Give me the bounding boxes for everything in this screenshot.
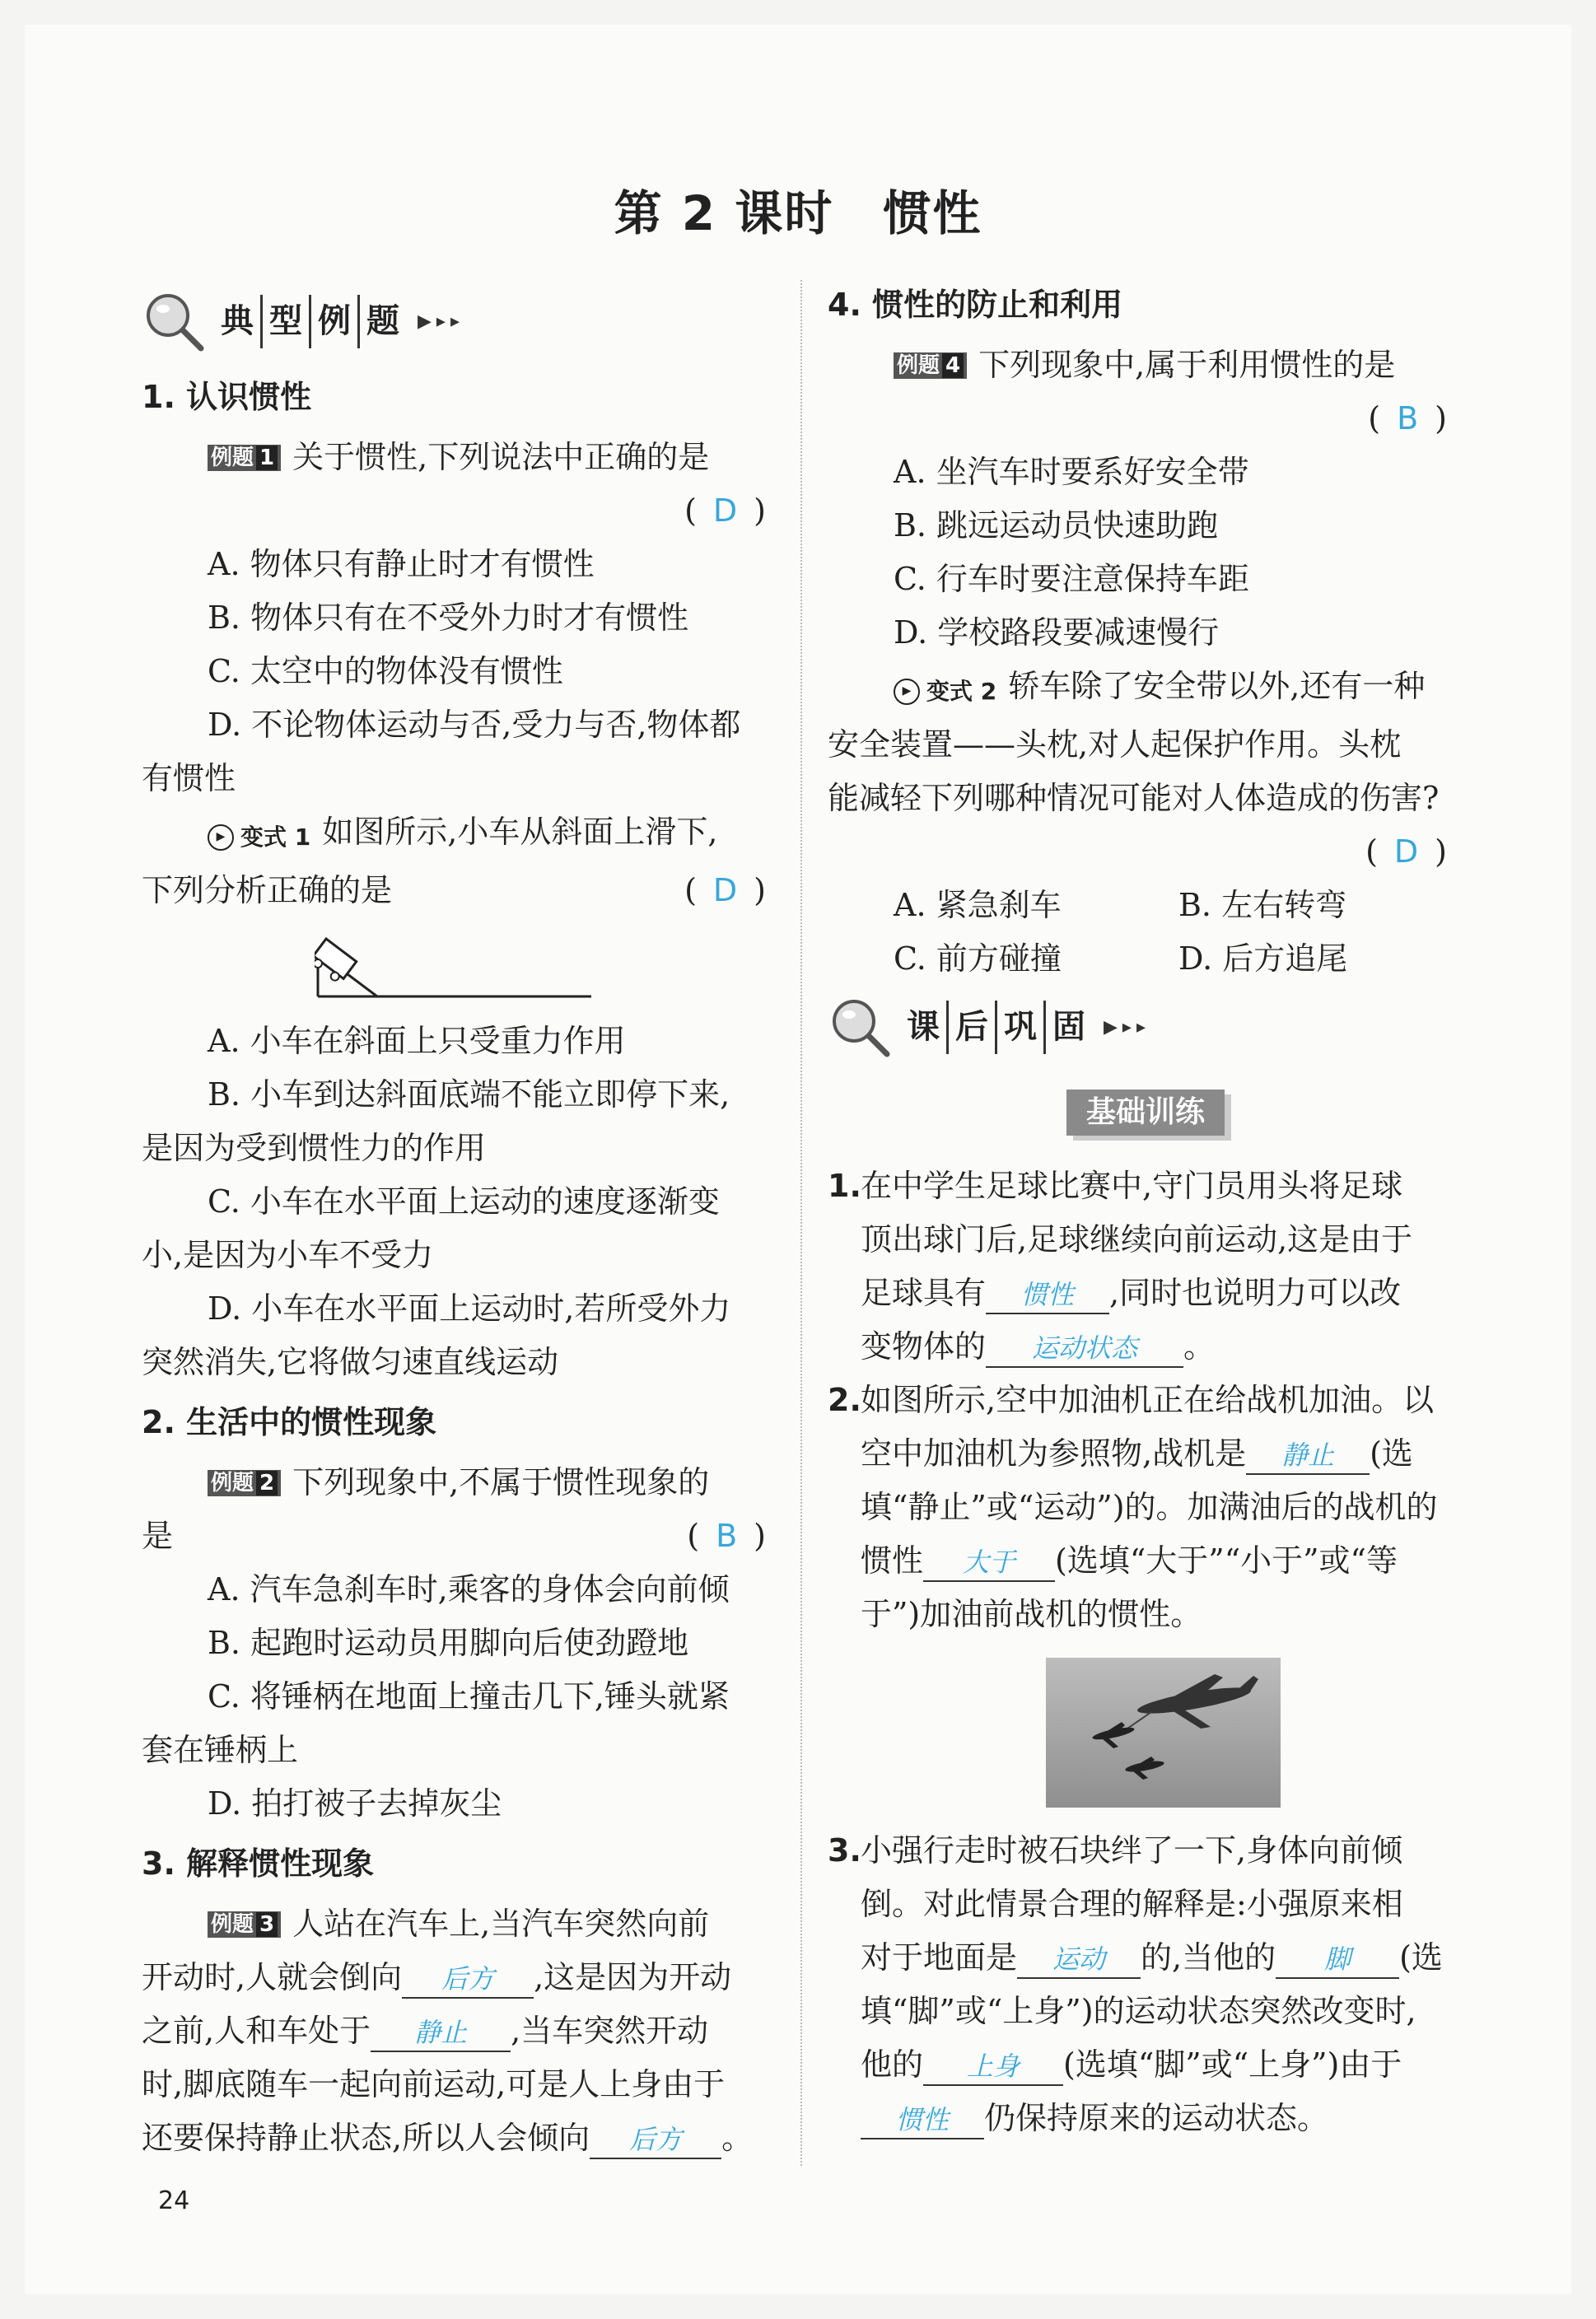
section-char: 典: [214, 295, 263, 348]
example-1-stem: 例题 1 关于惯性,下列说法中正确的是: [142, 431, 782, 484]
section-header-review: [828, 986, 1463, 1068]
variant-tag: ▶ 变式 1: [208, 810, 310, 864]
example-tag: 例题 1: [208, 445, 281, 471]
answer-bracket: (D ): [1365, 833, 1463, 870]
example-3-line-4: 时,脚底随车一起向前运动,可是人上身由于: [142, 2066, 726, 2102]
option-b: B. 物体只有在不受外力时才有惯性: [208, 600, 689, 636]
answer-letter: D: [712, 872, 738, 908]
variant-2-stem: ▶ 变式 2 轿车除了安全带以外,还有一种: [828, 660, 1463, 718]
question-number: 1.: [828, 1168, 861, 1204]
option-a: A. 汽车急刹车时,乘客的身体会向前倾: [208, 1571, 730, 1607]
triangle-arrows-icon: ▶▸▸: [1104, 1016, 1151, 1038]
variant-2-stem-3: 能减轻下列哪种情况可能对人体造成的伤害?: [828, 780, 1440, 816]
answer-bracket: (D ): [684, 492, 782, 529]
example-tag: 例题 2: [208, 1470, 281, 1496]
option-d: D. 不论物体运动与否,受力与否,物体都: [208, 707, 741, 743]
option-d-cont: 突然消失,它将做匀速直线运动: [142, 1344, 559, 1380]
option-b: B. 起跑时运动员用脚向后使劲蹬地: [208, 1625, 689, 1661]
section-char: 题: [366, 301, 399, 340]
variant-tag: ▶ 变式 2: [894, 665, 996, 718]
page-number: 24: [158, 2186, 190, 2215]
option-d: D. 小车在水平面上运动时,若所受外力: [208, 1290, 731, 1327]
question-number: 3.: [828, 1832, 861, 1869]
question-2: 2. 如图所示,空中加油机正在给战机加油。以 空中加油机为参照物,战机是 静止 (选 填“静止”或“运动”)的。加满油后的战机的 惯性 大于 (选填“大于”“小于”或“等 于”)加油前战机的惯性。: [828, 1374, 1463, 1641]
answer-blank: 脚: [1276, 1941, 1399, 1979]
option-d: D. 后方追尾: [1178, 940, 1348, 977]
options-row-1: [828, 879, 1463, 932]
section-char: 例: [311, 295, 360, 348]
answer-blank: 惯性: [861, 2102, 984, 2139]
refueling-aircraft-photo: [1046, 1658, 1281, 1808]
magnifier-icon: [142, 289, 206, 353]
option-c: C. 小车在水平面上运动的速度逐渐变: [208, 1183, 720, 1220]
option-c: C. 太空中的物体没有惯性: [208, 653, 563, 689]
option-b: B. 跳远运动员快速助跑: [894, 507, 1219, 544]
example-2-stem: 例题 2 下列现象中,不属于惯性现象的: [142, 1456, 782, 1509]
question-3: 3. 小强行走时被石块绊了一下,身体向前倾 倒。对此情景合理的解释是:小强原来相 对于地面是 运动 的,当他的 脚 (选 填“脚”或“上身”)的运动状态突然改变时, 他的 上身 (选填“脚”或“上身”)由于 惯性 仍保持原来的运动状态。: [828, 1824, 1463, 2145]
subheading-2: 2. 生活中的惯性现象: [142, 1404, 437, 1440]
answer-blank: 后方: [590, 2121, 721, 2159]
subheading-3: 3. 解释惯性现象: [142, 1845, 375, 1882]
example-4-stem: 例题 4 下列现象中,属于利用惯性的是: [828, 338, 1463, 392]
example-tag: 例题 3: [208, 1911, 281, 1938]
variant-1-stem: ▶ 变式 1 如图所示,小车从斜面上滑下,: [142, 805, 782, 864]
option-c: C. 前方碰撞: [894, 940, 1062, 977]
example-tag: 例题 4: [894, 352, 967, 379]
answer-letter: B: [1397, 400, 1419, 436]
section-char: 巩: [997, 1001, 1046, 1054]
lesson-number: 第 2 课时: [614, 185, 834, 241]
option-a: A. 小车在斜面上只受重力作用: [208, 1023, 626, 1059]
subheading-1: 1. 认识惯性: [142, 379, 312, 415]
options-row-2: [828, 932, 1463, 986]
option-c: C. 行车时要注意保持车距: [894, 561, 1249, 597]
play-icon: ▶: [208, 824, 234, 851]
answer-letter: D: [712, 492, 738, 529]
section-char: 型: [263, 295, 311, 348]
option-c-cont: 套在锤柄上: [142, 1732, 299, 1768]
answer-blank: 上身: [923, 2048, 1063, 2086]
answer-blank: 运动状态: [986, 1330, 1183, 1368]
answer-blank: 静止: [371, 2014, 511, 2052]
option-d: D. 学校路段要减速慢行: [894, 614, 1220, 651]
option-d: D. 拍打被子去掉灰尘: [208, 1785, 502, 1822]
option-a: A. 物体只有静止时才有惯性: [208, 546, 595, 582]
right-column: [828, 272, 1463, 2145]
option-d-cont: 有惯性: [142, 760, 236, 796]
example-3-line-3: 之前,人和车处于 静止 ,当车突然开动: [142, 2004, 782, 2058]
answer-blank: 后方: [402, 1961, 534, 1999]
variant-2-stem-2: 安全装置——头枕,对人起保护作用。头枕: [828, 726, 1402, 763]
left-column: [142, 280, 782, 2165]
option-a: A. 坐汽车时要系好安全带: [894, 454, 1249, 490]
answer-bracket: (B ): [1368, 400, 1463, 436]
section-header-examples: [142, 280, 782, 362]
question-1: 1. 在中学生足球比赛中,守门员用头将足球 顶出球门后,足球继续向前运动,这是由于 足球具有 惯性 ,同时也说明力可以改 变物体的 运动状态 。: [828, 1160, 1463, 1374]
variant-1-stem-2: 下列分析正确的是 (D ): [142, 872, 782, 908]
answer-blank: 大于: [923, 1544, 1055, 1582]
answer-blank: 静止: [1246, 1437, 1370, 1475]
option-b: B. 左右转弯: [1178, 887, 1347, 923]
answer-letter: D: [1393, 833, 1419, 870]
triangle-arrows-icon: ▶▸▸: [418, 310, 465, 332]
answer-letter: B: [716, 1518, 738, 1554]
play-icon: ▶: [894, 679, 920, 705]
lesson-topic: 惯性: [883, 185, 982, 241]
question-number: 2.: [828, 1382, 861, 1418]
example-2-stem-2: 是 (B ): [142, 1518, 782, 1554]
example-3-line-2: 开动时,人就会倒向 后方 ,这是因为开动: [142, 1951, 782, 2004]
section-char: 后: [949, 1001, 997, 1054]
answer-blank: 运动: [1017, 1941, 1141, 1979]
example-3-line-1: 例题 3 人站在汽车上,当汽车突然向前: [142, 1897, 782, 1951]
example-3-line-5: 还要保持静止状态,所以人会倾向 后方 。: [142, 2111, 782, 2165]
section-char: 课: [900, 1001, 949, 1054]
basic-training-banner: 基础训练: [1066, 1090, 1225, 1136]
section-char: 固: [1052, 1007, 1085, 1046]
subheading-4: 4. 惯性的防止和利用: [828, 287, 1123, 323]
option-b: B. 小车到达斜面底端不能立即停下来,: [208, 1076, 730, 1113]
incline-cart-figure: [142, 921, 782, 1011]
magnifier-icon: [828, 995, 892, 1059]
answer-blank: 惯性: [986, 1276, 1109, 1314]
option-c: C. 将锤柄在地面上撞击几下,锤头就紧: [208, 1678, 730, 1715]
option-a: A. 紧急刹车: [894, 887, 1062, 923]
option-b-cont: 是因为受到惯性力的作用: [142, 1130, 487, 1166]
option-c-cont: 小,是因为小车不受力: [142, 1237, 434, 1273]
page-title: [0, 175, 1596, 244]
column-divider: [800, 280, 802, 2166]
